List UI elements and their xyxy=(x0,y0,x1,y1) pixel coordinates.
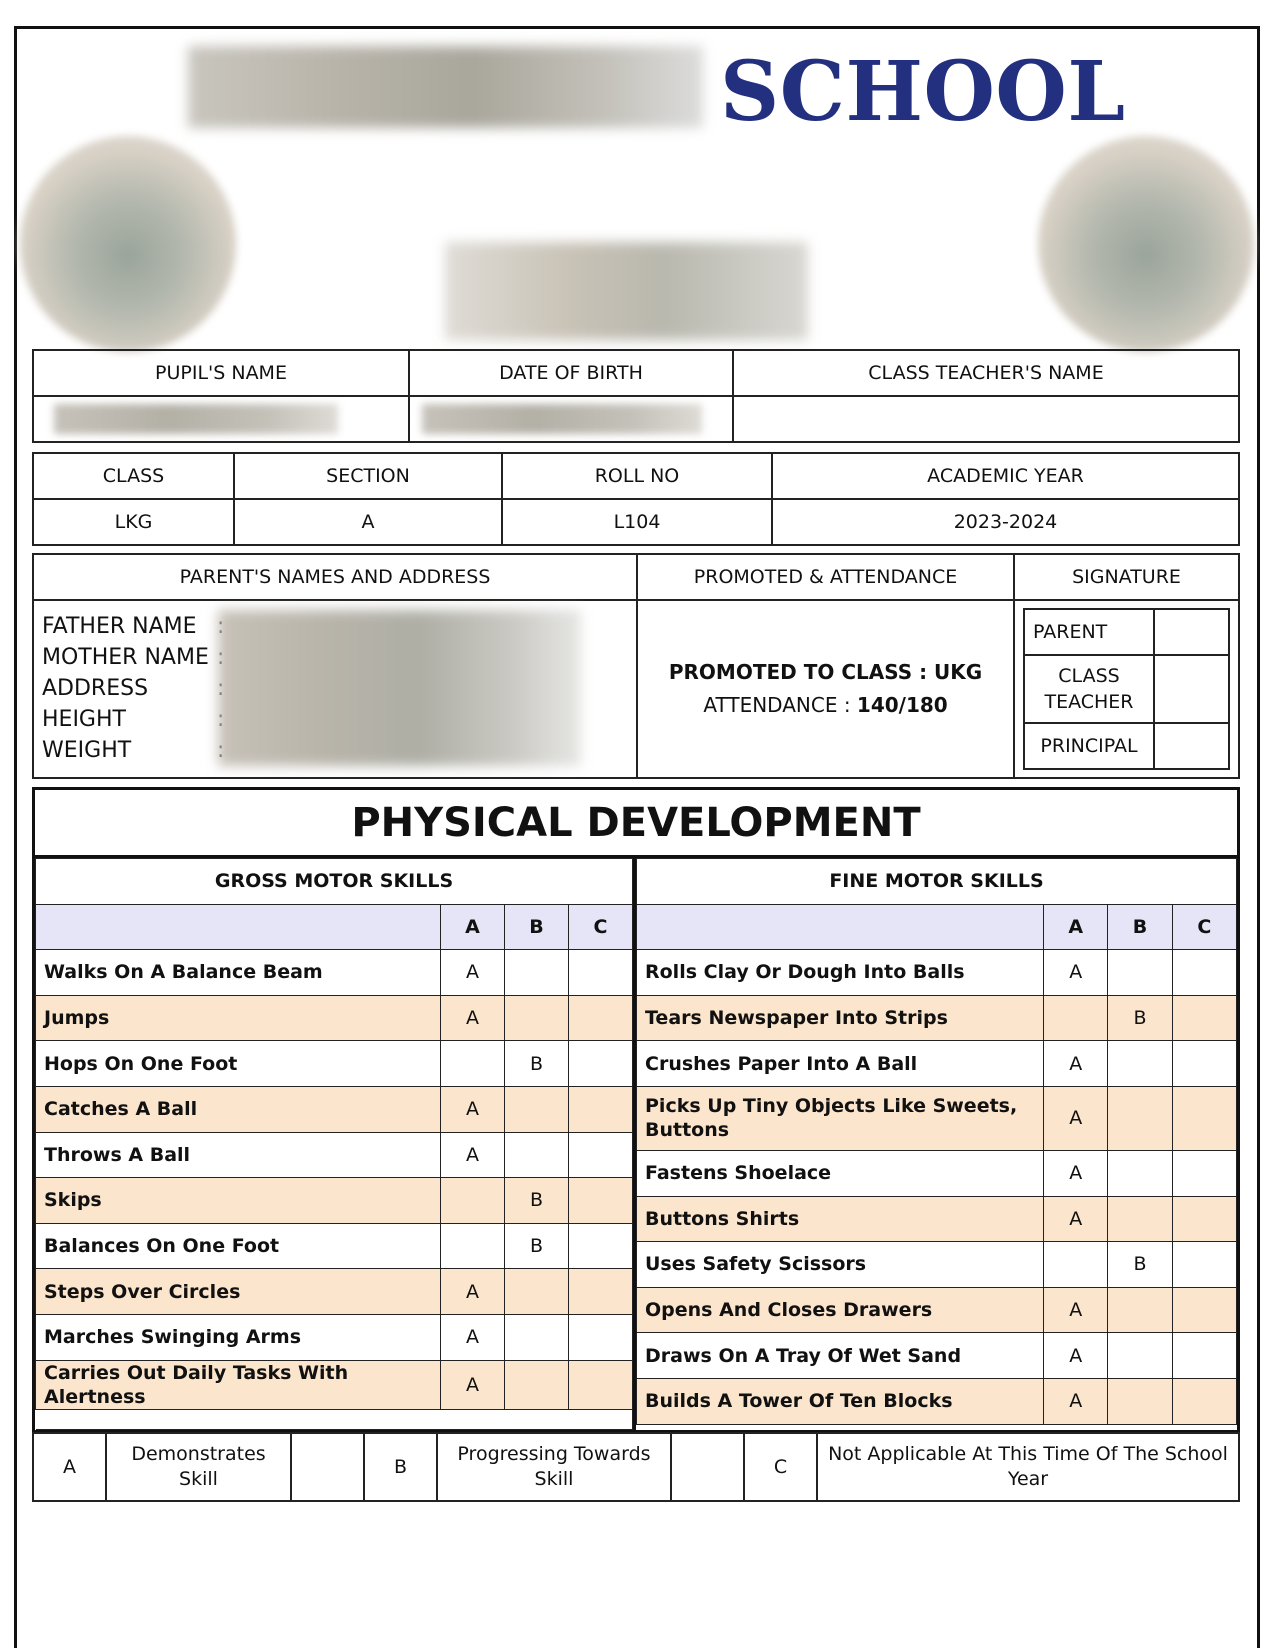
fine-motor-table xyxy=(636,858,1237,1425)
fine-grade-c xyxy=(1172,1242,1236,1288)
fine-grade-header-blank xyxy=(637,904,1044,950)
gross-skill-name: Catches A Ball xyxy=(36,1086,441,1132)
mother-name-label: MOTHER NAME xyxy=(42,645,209,670)
gross-spacer-cell xyxy=(36,1409,633,1429)
sig-class-teacher-label: CLASS TEACHER xyxy=(1024,655,1154,723)
gross-skill-row xyxy=(36,1132,633,1178)
fine-grade-b: B xyxy=(1108,1242,1172,1288)
fine-grade-c xyxy=(1172,995,1236,1041)
fine-grade-b xyxy=(1108,1287,1172,1333)
signature-header: SIGNATURE xyxy=(1014,554,1239,600)
fine-grade-a: A xyxy=(1044,1086,1108,1150)
pupil-name-redacted xyxy=(54,404,338,434)
roll-no-value: L104 xyxy=(502,499,772,545)
gross-grade-b: B xyxy=(505,1041,569,1087)
promoted-header: PROMOTED & ATTENDANCE xyxy=(637,554,1014,600)
fine-skill-row xyxy=(637,1041,1237,1087)
gross-skill-row xyxy=(36,1041,633,1087)
fine-grade-header-b: B xyxy=(1108,904,1172,950)
gross-skill-row xyxy=(36,950,633,996)
gross-skill-row xyxy=(36,995,633,1041)
gross-grade-a: A xyxy=(441,1132,505,1178)
fine-grade-c xyxy=(1172,1378,1236,1424)
fine-grade-b xyxy=(1108,1086,1172,1150)
fine-grade-a: A xyxy=(1044,1287,1108,1333)
gross-skill-name: Walks On A Balance Beam xyxy=(36,950,441,996)
section-value: A xyxy=(234,499,502,545)
class-teacher-header: CLASS TEACHER'S NAME xyxy=(733,350,1239,396)
pupil-name-header: PUPIL'S NAME xyxy=(33,350,409,396)
fine-grade-a: A xyxy=(1044,1041,1108,1087)
gross-skill-name: Carries Out Daily Tasks With Alertness xyxy=(36,1360,441,1409)
sig-parent-label: PARENT xyxy=(1024,609,1154,655)
fine-grade-b xyxy=(1108,1041,1172,1087)
gross-motor-column xyxy=(35,858,636,1430)
fine-motor-title: FINE MOTOR SKILLS xyxy=(637,859,1237,905)
gross-grade-b xyxy=(505,1086,569,1132)
academic-year-header: ACADEMIC YEAR xyxy=(772,453,1239,499)
legend-meaning-b: Progressing Towards Skill xyxy=(437,1433,671,1501)
sig-class-teacher-box xyxy=(1154,655,1229,723)
gross-skill-row xyxy=(36,1314,633,1360)
gross-grade-b: B xyxy=(505,1223,569,1269)
fine-skill-row xyxy=(637,1242,1237,1288)
attendance-line xyxy=(638,689,1013,722)
gross-grade-a: A xyxy=(441,995,505,1041)
fine-grade-c xyxy=(1172,1287,1236,1333)
fine-grade-c xyxy=(1172,1333,1236,1379)
fine-grade-b xyxy=(1108,1333,1172,1379)
legend-code-b: B xyxy=(364,1433,437,1501)
fine-grade-b: B xyxy=(1108,995,1172,1041)
gross-grade-c xyxy=(569,1041,633,1087)
height-label: HEIGHT xyxy=(42,707,126,732)
fine-skill-row xyxy=(637,1150,1237,1196)
gross-skill-row xyxy=(36,1178,633,1224)
school-logo-right xyxy=(1038,136,1254,352)
gross-grade-a: A xyxy=(441,950,505,996)
gross-grade-c xyxy=(569,1269,633,1315)
parent-details-redacted xyxy=(218,610,581,766)
parent-details-table xyxy=(32,553,1240,779)
legend-code-a: A xyxy=(33,1433,106,1501)
section-header: SECTION xyxy=(234,453,502,499)
gross-grade-b xyxy=(505,1269,569,1315)
fine-grade-a: A xyxy=(1044,950,1108,996)
fine-grade-a: A xyxy=(1044,1378,1108,1424)
parent-header: PARENT'S NAMES AND ADDRESS xyxy=(33,554,637,600)
legend-blank-a xyxy=(291,1433,364,1501)
gross-motor-title: GROSS MOTOR SKILLS xyxy=(36,859,633,905)
gross-grade-c xyxy=(569,1132,633,1178)
fine-skill-row xyxy=(637,1196,1237,1242)
fine-grade-a xyxy=(1044,1242,1108,1288)
fine-skill-name: Uses Safety Scissors xyxy=(637,1242,1044,1288)
fine-grade-b xyxy=(1108,1196,1172,1242)
fine-skill-name: Buttons Shirts xyxy=(637,1196,1044,1242)
legend-blank-b xyxy=(671,1433,744,1501)
fine-skill-name: Fastens Shoelace xyxy=(637,1150,1044,1196)
gross-skill-name: Skips xyxy=(36,1178,441,1224)
attendance-label: ATTENDANCE : xyxy=(703,693,857,717)
fine-grade-c xyxy=(1172,1086,1236,1150)
fine-grade-a xyxy=(1044,995,1108,1041)
promotion-cell xyxy=(637,600,1014,778)
gross-grade-header-a: A xyxy=(441,904,505,950)
gross-grade-b xyxy=(505,1132,569,1178)
document-title-redacted xyxy=(445,242,808,340)
weight-label: WEIGHT xyxy=(42,738,132,763)
fine-grade-c xyxy=(1172,1150,1236,1196)
gross-grade-header-blank xyxy=(36,904,441,950)
gross-grade-a: A xyxy=(441,1314,505,1360)
school-name-redacted xyxy=(188,46,703,128)
gross-skill-row xyxy=(36,1223,633,1269)
fine-skill-row xyxy=(637,1287,1237,1333)
class-header: CLASS xyxy=(33,453,234,499)
gross-grade-c xyxy=(569,995,633,1041)
gross-grade-b xyxy=(505,1360,569,1409)
gross-grade-a xyxy=(441,1041,505,1087)
gross-grade-b xyxy=(505,950,569,996)
gross-grade-c xyxy=(569,1223,633,1269)
gross-skill-row xyxy=(36,1269,633,1315)
fine-motor-column xyxy=(636,858,1237,1430)
fine-grade-header-a: A xyxy=(1044,904,1108,950)
gross-grade-a xyxy=(441,1223,505,1269)
gross-grade-c xyxy=(569,1178,633,1224)
dob-redacted xyxy=(422,404,702,434)
gross-skill-name: Marches Swinging Arms xyxy=(36,1314,441,1360)
signature-table xyxy=(1023,608,1230,770)
gross-grade-a: A xyxy=(441,1086,505,1132)
physical-development-section xyxy=(32,787,1240,1433)
fine-skill-row xyxy=(637,995,1237,1041)
fine-skill-row xyxy=(637,1333,1237,1379)
fine-skill-name: Tears Newspaper Into Strips xyxy=(637,995,1044,1041)
fine-grade-c xyxy=(1172,950,1236,996)
gross-skill-row xyxy=(36,1086,633,1132)
gross-grade-b xyxy=(505,1314,569,1360)
class-teacher-value xyxy=(733,396,1239,442)
roll-no-header: ROLL NO xyxy=(502,453,772,499)
fine-grade-b xyxy=(1108,1150,1172,1196)
father-name-label: FATHER NAME xyxy=(42,614,197,639)
school-title: SCHOOL xyxy=(720,44,1126,140)
sig-principal-label: PRINCIPAL xyxy=(1024,723,1154,769)
gross-skill-name: Jumps xyxy=(36,995,441,1041)
gross-grade-header-c: C xyxy=(569,904,633,950)
address-label: ADDRESS xyxy=(42,676,149,701)
fine-grade-b xyxy=(1108,950,1172,996)
class-info-table xyxy=(32,452,1240,546)
gross-grade-c xyxy=(569,1086,633,1132)
gross-grade-a: A xyxy=(441,1269,505,1315)
fine-skill-row xyxy=(637,1378,1237,1424)
fine-grade-a: A xyxy=(1044,1333,1108,1379)
legend-code-c: C xyxy=(744,1433,817,1501)
pupil-name-value xyxy=(33,396,409,442)
attendance-value: 140/180 xyxy=(856,693,948,717)
gross-motor-table xyxy=(35,858,633,1430)
gross-grade-c xyxy=(569,1314,633,1360)
promoted-to-class: PROMOTED TO CLASS : UKG xyxy=(668,660,983,684)
gross-grade-c xyxy=(569,1360,633,1409)
sig-parent-box xyxy=(1154,609,1229,655)
fine-skill-row xyxy=(637,1086,1237,1150)
fine-grade-header-c: C xyxy=(1172,904,1236,950)
fine-grade-c xyxy=(1172,1041,1236,1087)
skills-row xyxy=(35,858,1237,1430)
class-value: LKG xyxy=(33,499,234,545)
dob-value xyxy=(409,396,733,442)
fine-grade-a: A xyxy=(1044,1150,1108,1196)
gross-grade-b: B xyxy=(505,1178,569,1224)
academic-year-value: 2023-2024 xyxy=(772,499,1239,545)
dob-header: DATE OF BIRTH xyxy=(409,350,733,396)
fine-grade-a: A xyxy=(1044,1196,1108,1242)
physical-development-title: PHYSICAL DEVELOPMENT xyxy=(35,790,1237,858)
gross-skill-name: Hops On One Foot xyxy=(36,1041,441,1087)
gross-grade-a: A xyxy=(441,1360,505,1409)
fine-skill-name: Picks Up Tiny Objects Like Sweets, Buttons xyxy=(637,1086,1044,1150)
gross-skill-name: Steps Over Circles xyxy=(36,1269,441,1315)
fine-skill-name: Crushes Paper Into A Ball xyxy=(637,1041,1044,1087)
school-logo-left xyxy=(20,136,236,352)
sig-principal-box xyxy=(1154,723,1229,769)
gross-skill-name: Throws A Ball xyxy=(36,1132,441,1178)
pupil-info-table xyxy=(32,349,1240,443)
fine-grade-c xyxy=(1172,1196,1236,1242)
legend-meaning-c: Not Applicable At This Time Of The School Year xyxy=(817,1433,1239,1501)
grading-legend-table xyxy=(32,1432,1240,1502)
legend-meaning-a: Demonstrates Skill xyxy=(106,1433,291,1501)
fine-skill-name: Builds A Tower Of Ten Blocks xyxy=(637,1378,1044,1424)
gross-grade-header-b: B xyxy=(505,904,569,950)
fine-skill-name: Draws On A Tray Of Wet Sand xyxy=(637,1333,1044,1379)
gross-skill-name: Balances On One Foot xyxy=(36,1223,441,1269)
gross-spacer-row xyxy=(36,1409,633,1429)
fine-skill-row xyxy=(637,950,1237,996)
gross-grade-a xyxy=(441,1178,505,1224)
fine-skill-name: Rolls Clay Or Dough Into Balls xyxy=(637,950,1044,996)
fine-grade-b xyxy=(1108,1378,1172,1424)
gross-skill-row xyxy=(36,1360,633,1409)
gross-grade-b xyxy=(505,995,569,1041)
gross-grade-c xyxy=(569,950,633,996)
fine-skill-name: Opens And Closes Drawers xyxy=(637,1287,1044,1333)
signature-cell xyxy=(1014,600,1239,778)
